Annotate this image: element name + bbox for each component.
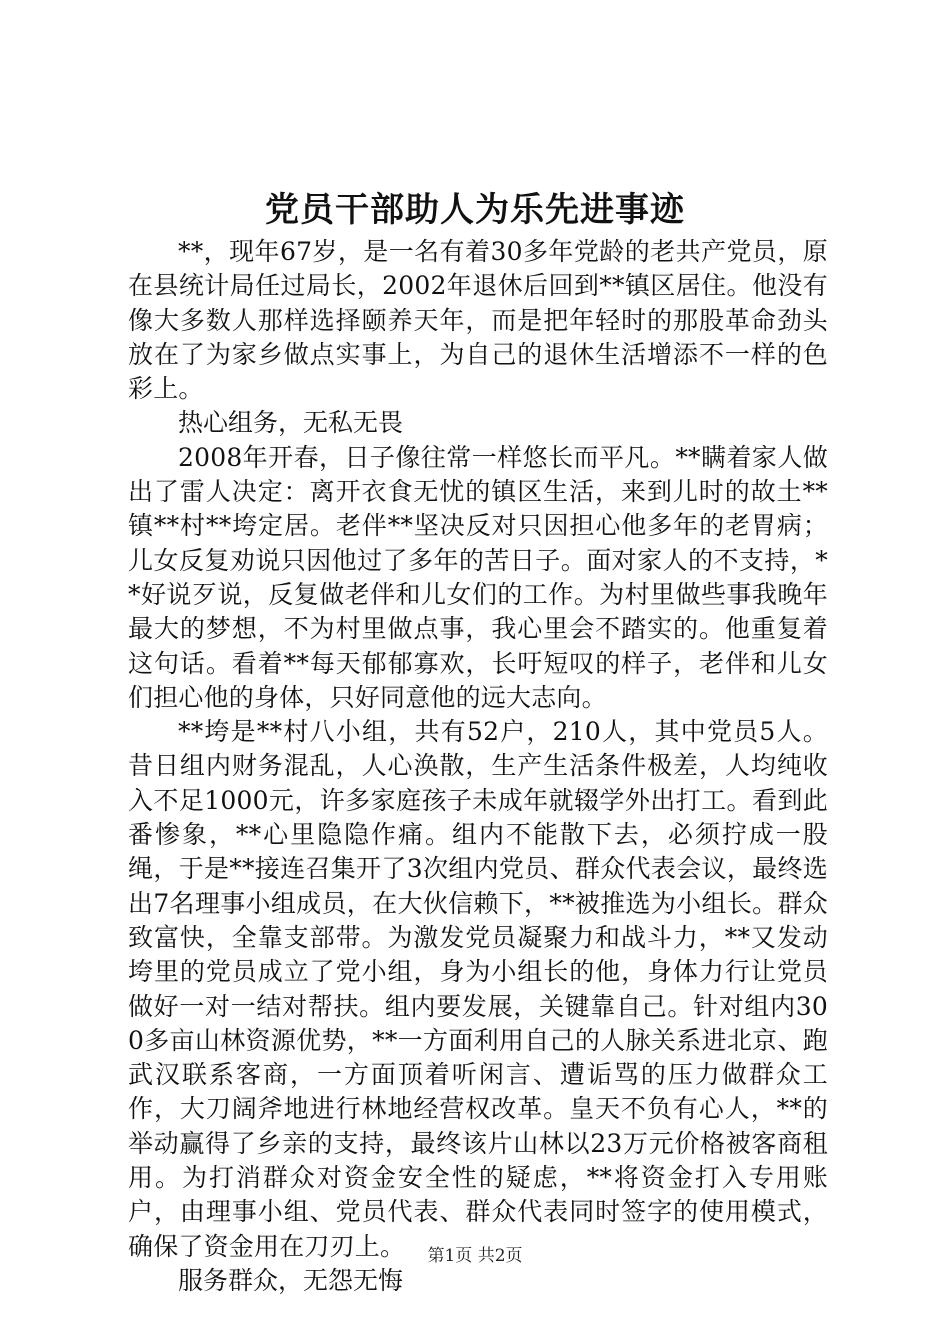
section-heading-2: 服务群众，无怨无悔 bbox=[178, 1265, 404, 1295]
paragraph-2008: 2008年开春，日子像往常一样悠长而平凡。**瞒着家人做出了雷人决定：离开衣食无忧的镇区生活，来到儿时的故土**镇**村**垮定居。老伴**坚决反对只因担心他多年的老胃病；儿女反复劝说只因他过了多年的苦日子。面对家人的不支持，**好说歹说，反复做老伴和儿女们的工作。为村里做些事我晚年最大的梦想，不为村里做点事，我心里会不踏实的。他重复着这句话。看着**每天郁郁寡欢，长吁短叹的样子，老伴和儿女们担心他的身体，只好同意他的远大志向。 bbox=[128, 442, 828, 712]
paragraph-intro: **，现年67岁，是一名有着30多年党龄的老共产党员，原在县统计局任过局长，2002年退休后回到**镇区居住。他没有像大多数人那样选择颐养天年，而是把年轻时的那股革命劲头放在了为家乡做点实事上，为自己的退休生活增添不一样的色彩上。 bbox=[128, 237, 828, 404]
paragraph-group: **垮是**村八小组，共有52户，210人，其中党员5人。昔日组内财务混乱，人心涣散，生产生活条件极差，人均纯收入不足1000元，许多家庭孩子未成年就辍学外出打工。看到此番惨象，**心里隐隐作痛。组内不能散下去，必须拧成一股绳，于是**接连召集开了3次组内党员、群众代表会议，最终选出7名理事小组成员，在大伙信赖下，**被推选为小组长。群众致富快，全靠支部带。为激发党员凝聚力和战斗力，**又发动垮里的党员成立了党小组，身为小组长的他，身体力行让党员做好一对一结对帮扶。组内要发展，关键靠自己。针对组内300多亩山林资源优势，**一方面利用自己的人脉关系进北京、跑武汉联系客商，一方面顶着听闲言、遭诟骂的压力做群众工作，大刀阔斧地进行林地经营权改革。皇天不负有心人，**的举动赢得了乡亲的支持，最终该片山林以23万元价格被客商租用。为打消群众对资金安全性的疑虑，**将资金打入专用账户，由理事小组、党员代表、群众代表同时签字的使用模式，确保了资金用在刀刃上。 bbox=[128, 717, 828, 1261]
document-body bbox=[128, 235, 828, 1298]
section-heading-1: 热心组务，无私无畏 bbox=[178, 408, 404, 438]
page-footer: 第1页 共2页 bbox=[427, 1246, 523, 1266]
page-title: 党员干部助人为乐先进事迹 bbox=[265, 190, 685, 230]
